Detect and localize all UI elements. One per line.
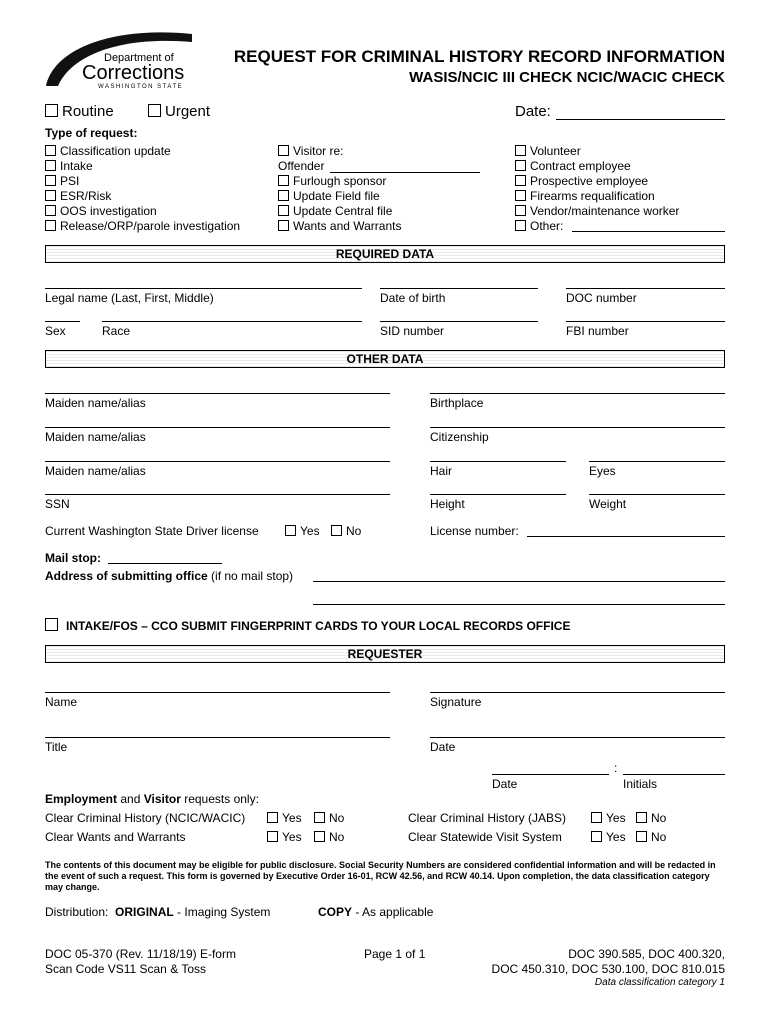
opt-wants[interactable]: Wants and Warrants [278, 219, 401, 233]
review-date-label: Date [492, 777, 518, 791]
other-field[interactable] [572, 231, 725, 232]
visit-yes[interactable]: Yes [591, 830, 626, 844]
scan-code: Scan Code VS11 Scan & Toss [45, 962, 206, 976]
date-field[interactable] [556, 119, 725, 120]
jabs-yes[interactable]: Yes [591, 811, 626, 825]
urgent-option[interactable]: Urgent [148, 103, 210, 120]
disclosure-text: The contents of this document may be eligible for public disclosure. Social Security Numbers are considered confidential information and will be redacted in the event of such a request. This form is governed by Executive Order 16-01, RCW 42.56, and RCW 40.14. Upon completion, the data classification category may change. [45, 860, 716, 892]
checkbox[interactable] [314, 831, 325, 842]
birthplace-field[interactable] [430, 393, 725, 394]
checkbox[interactable] [636, 812, 647, 823]
checkbox[interactable] [278, 220, 289, 231]
checkbox[interactable] [515, 175, 526, 186]
checkbox[interactable] [515, 160, 526, 171]
opt-central-file[interactable]: Update Central file [278, 204, 392, 218]
requester-date-field[interactable] [430, 737, 725, 738]
mail-stop-field[interactable] [108, 563, 222, 564]
legal-name-label: Legal name (Last, First, Middle) [45, 291, 214, 305]
opt-vendor[interactable]: Vendor/maintenance worker [515, 204, 679, 218]
checkbox[interactable] [45, 160, 56, 171]
doc-refs-1: DOC 390.585, DOC 400.320, [568, 947, 725, 961]
other-data-header: OTHER DATA [45, 350, 725, 368]
distribution-copy: COPY - As applicable [318, 905, 434, 919]
weight-field[interactable] [589, 494, 725, 495]
birthplace-label: Birthplace [430, 396, 484, 410]
checkbox[interactable] [278, 175, 289, 186]
colon-separator: : [614, 761, 618, 775]
maiden-label-2: Maiden name/alias [45, 430, 146, 444]
opt-release[interactable]: Release/ORP/parole investigation [45, 219, 240, 233]
logo-dept: Department of [104, 52, 174, 64]
legal-name-field[interactable] [45, 288, 362, 289]
intake-checkbox[interactable] [45, 618, 58, 631]
doc-number-field[interactable] [566, 288, 725, 289]
doc-number-label: DOC number [566, 291, 637, 305]
title-label: Title [45, 740, 68, 754]
initials-field[interactable] [623, 774, 725, 775]
maiden-field-3[interactable] [45, 461, 390, 462]
offender-field[interactable] [330, 172, 480, 173]
license-yes[interactable]: Yes [285, 524, 320, 538]
opt-psi[interactable]: PSI [45, 174, 79, 188]
opt-other[interactable]: Other: [515, 219, 563, 233]
ssn-field[interactable] [45, 494, 390, 495]
checkbox[interactable] [515, 220, 526, 231]
checkbox[interactable] [515, 145, 526, 156]
maiden-label-3: Maiden name/alias [45, 464, 146, 478]
maiden-field-1[interactable] [45, 393, 390, 394]
name-field[interactable] [45, 692, 390, 693]
address-field-1[interactable] [313, 581, 725, 582]
urgent-checkbox[interactable] [148, 104, 161, 117]
eyes-field[interactable] [589, 461, 725, 462]
dob-label: Date of birth [380, 291, 446, 305]
checkbox[interactable] [278, 145, 289, 156]
checkbox[interactable] [45, 220, 56, 231]
page-subtitle: WASIS/NCIC III CHECK NCIC/WACIC CHECK [409, 69, 725, 86]
checkbox[interactable] [45, 145, 56, 156]
opt-volunteer[interactable]: Volunteer [515, 144, 581, 158]
address-field-2[interactable] [313, 604, 725, 605]
checkbox[interactable] [278, 205, 289, 216]
data-category: Data classification category 1 [594, 977, 725, 988]
employment-heading: Employment and Visitor requests only: [45, 792, 259, 806]
logo-state: WASHINGTON STATE [98, 84, 184, 90]
license-number-field[interactable] [527, 536, 725, 537]
wants-label: Clear Wants and Warrants [45, 830, 186, 844]
checkbox[interactable] [45, 190, 56, 201]
visit-label: Clear Statewide Visit System [408, 830, 562, 844]
license-number-label: License number: [430, 524, 519, 538]
checkbox[interactable] [636, 831, 647, 842]
ssn-label: SSN [45, 497, 70, 511]
checkbox[interactable] [515, 190, 526, 201]
requester-date-label: Date [430, 740, 456, 754]
height-field[interactable] [430, 494, 566, 495]
wants-yes[interactable]: Yes [267, 830, 302, 844]
checkbox[interactable] [591, 831, 602, 842]
opt-esr[interactable]: ESR/Risk [45, 189, 111, 203]
checkbox[interactable] [278, 190, 289, 201]
address-label: Address of submitting office (if no mail stop) [45, 569, 294, 583]
fbi-field[interactable] [566, 321, 725, 322]
type-of-request-label: Type of request: [45, 126, 138, 140]
license-no[interactable]: No [331, 524, 361, 538]
offender-label: Offender [278, 159, 325, 173]
sid-label: SID number [380, 324, 445, 338]
race-field[interactable] [102, 321, 362, 322]
sid-field[interactable] [380, 321, 538, 322]
opt-firearms[interactable]: Firearms requalification [515, 189, 655, 203]
ncic-label: Clear Criminal History (NCIC/WACIC) [45, 811, 246, 825]
requester-header: REQUESTER [45, 645, 725, 663]
height-label: Height [430, 497, 465, 511]
mail-stop-label: Mail stop: [45, 551, 101, 565]
doc-refs-2: DOC 450.310, DOC 530.100, DOC 810.015 [491, 962, 725, 976]
checkbox[interactable] [314, 812, 325, 823]
checkbox[interactable] [331, 525, 342, 536]
race-label: Race [102, 324, 131, 338]
citizenship-label: Citizenship [430, 430, 489, 444]
checkbox[interactable] [45, 205, 56, 216]
sex-field[interactable] [45, 321, 80, 322]
title-field[interactable] [45, 737, 390, 738]
wants-no[interactable]: No [314, 830, 344, 844]
checkbox[interactable] [515, 205, 526, 216]
signature-label: Signature [430, 695, 482, 709]
name-label: Name [45, 695, 78, 709]
opt-contract[interactable]: Contract employee [515, 159, 631, 173]
distribution-line: Distribution: ORIGINAL - Imaging System [45, 905, 271, 919]
opt-furlough[interactable]: Furlough sponsor [278, 174, 386, 188]
logo-corrections: Corrections [82, 62, 185, 84]
opt-classification[interactable]: Classification update [45, 144, 171, 158]
jabs-label: Clear Criminal History (JABS) [408, 811, 567, 825]
intake-notice[interactable]: INTAKE/FOS – CCO SUBMIT FINGERPRINT CARDS TO YOUR LOCAL RECORDS OFFICE [45, 618, 570, 633]
eyes-label: Eyes [589, 464, 616, 478]
ncic-no[interactable]: No [314, 811, 344, 825]
date-label: Date: [515, 103, 551, 120]
maiden-label-1: Maiden name/alias [45, 396, 146, 410]
ncic-yes[interactable]: Yes [267, 811, 302, 825]
page-number: Page 1 of 1 [364, 947, 426, 961]
opt-oos[interactable]: OOS investigation [45, 204, 157, 218]
checkbox[interactable] [45, 175, 56, 186]
dob-field[interactable] [380, 288, 538, 289]
weight-label: Weight [589, 497, 627, 511]
checkbox[interactable] [285, 525, 296, 536]
fbi-label: FBI number [566, 324, 629, 338]
review-date-field[interactable] [492, 774, 609, 775]
initials-label: Initials [623, 777, 658, 791]
form-number: DOC 05-370 (Rev. 11/18/19) E-form [45, 947, 236, 961]
hair-label: Hair [430, 464, 453, 478]
opt-visitor[interactable]: Visitor re: [278, 144, 343, 158]
page-title: REQUEST FOR CRIMINAL HISTORY RECORD INFORMATION [233, 47, 725, 66]
jabs-no[interactable]: No [636, 811, 666, 825]
routine-checkbox[interactable] [45, 104, 58, 117]
opt-prospective[interactable]: Prospective employee [515, 174, 648, 188]
opt-field-file[interactable]: Update Field file [278, 189, 380, 203]
maiden-field-2[interactable] [45, 427, 390, 428]
checkbox[interactable] [267, 831, 278, 842]
checkbox[interactable] [591, 812, 602, 823]
doc-logo [44, 24, 204, 90]
opt-intake[interactable]: Intake [45, 159, 93, 173]
checkbox[interactable] [267, 812, 278, 823]
hair-field[interactable] [430, 461, 566, 462]
required-data-header: REQUIRED DATA [45, 245, 725, 263]
routine-option[interactable]: Routine [45, 103, 114, 120]
citizenship-field[interactable] [430, 427, 725, 428]
sex-label: Sex [45, 324, 66, 338]
signature-field[interactable] [430, 692, 725, 693]
license-label: Current Washington State Driver license [45, 524, 259, 538]
visit-no[interactable]: No [636, 830, 666, 844]
